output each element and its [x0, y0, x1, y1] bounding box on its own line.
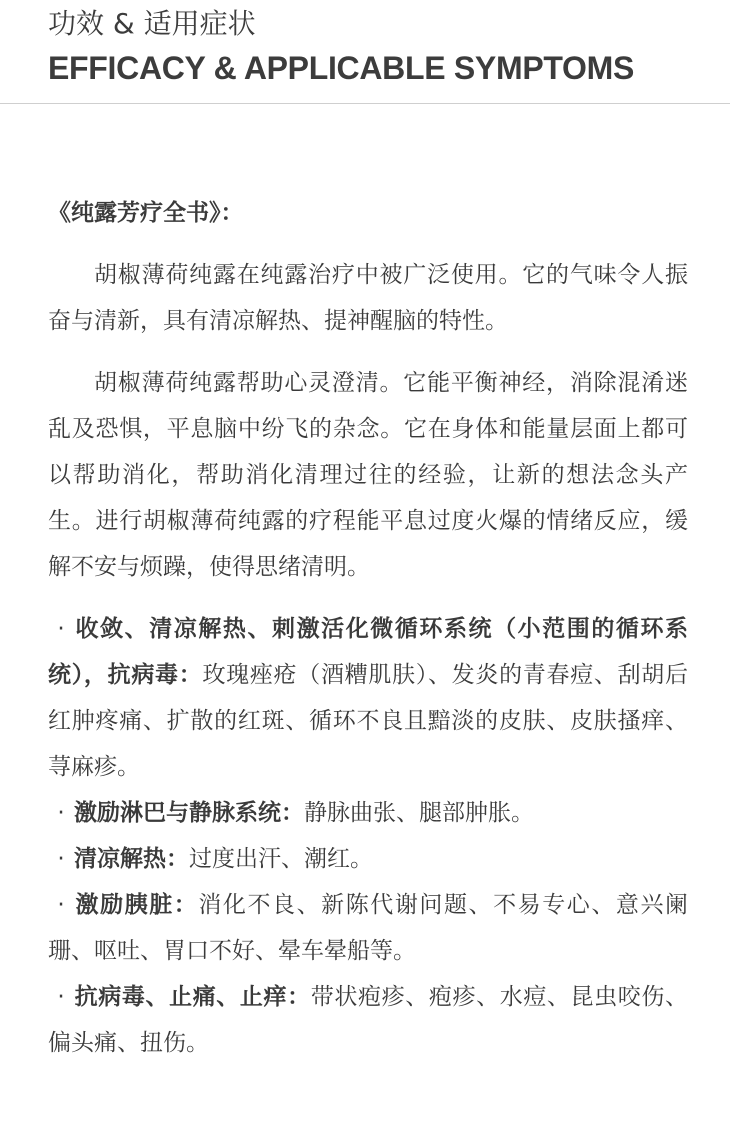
item-text: 静脉曲张、腿部肿胀。 — [304, 800, 534, 826]
paragraph-1: 胡椒薄荷纯露在纯露治疗中被广泛使用。它的气味令人振奋与清新，具有清凉解热、提神醒脑的特性。 — [48, 262, 688, 334]
section-header — [48, 4, 718, 90]
bullet-dot: · — [57, 892, 65, 918]
bullet-dot: · — [57, 800, 65, 826]
title-chinese: 功效 & 适用症状 — [48, 7, 256, 40]
item-label: 抗病毒、止痛、止痒： — [74, 984, 311, 1010]
bullet-dot: · — [57, 616, 65, 642]
item-text: 玫瑰痤疮（酒糟肌肤）、发炎的青春痘、刮胡后红肿疼痛、扩散的红斑、循环不良且黯淡的皮肤、皮肤搔痒、荨麻疹。 — [48, 662, 689, 780]
item-label: 收敛、清凉解热、刺激活化微循环系统（小范围的循环系统），抗病毒： — [48, 616, 688, 688]
paragraph-2: 胡椒薄荷纯露帮助心灵澄清。它能平衡神经，消除混淆迷乱及恐惧，平息脑中纷飞的杂念。它在身体和能量层面上都可以帮助消化，帮助消化清理过往的经验，让新的想法念头产生。进行胡椒薄荷纯露的疗程能平息过度火爆的情绪反应，缓解不安与烦躁，使得思绪清明。 — [48, 370, 688, 580]
symptom-list — [48, 606, 688, 1066]
item-label: 激励胰脏： — [74, 892, 199, 918]
bullet-dot: · — [57, 984, 65, 1010]
item-text: 带状疱疹、疱疹、水痘、昆虫咬伤、偏头痛、扭伤。 — [48, 984, 689, 1056]
bullet-dot: · — [57, 846, 65, 872]
list-item — [48, 836, 688, 882]
title-english: EFFICACY & APPLICABLE SYMPTOMS — [48, 50, 635, 86]
list-item — [48, 790, 688, 836]
list-item — [48, 974, 688, 1066]
item-label: 清凉解热： — [74, 846, 189, 872]
book-title: 《纯露芳疗全书》： — [48, 200, 244, 226]
list-item — [48, 882, 688, 974]
header-divider — [0, 103, 730, 104]
item-label: 激励淋巴与静脉系统： — [74, 800, 304, 826]
item-text: 消化不良、新陈代谢问题、不易专心、意兴阑珊、呕吐、胃口不好、晕车晕船等。 — [48, 892, 689, 964]
article-body — [48, 190, 688, 1066]
list-item — [48, 606, 688, 790]
item-text: 过度出汗、潮红。 — [189, 846, 373, 872]
